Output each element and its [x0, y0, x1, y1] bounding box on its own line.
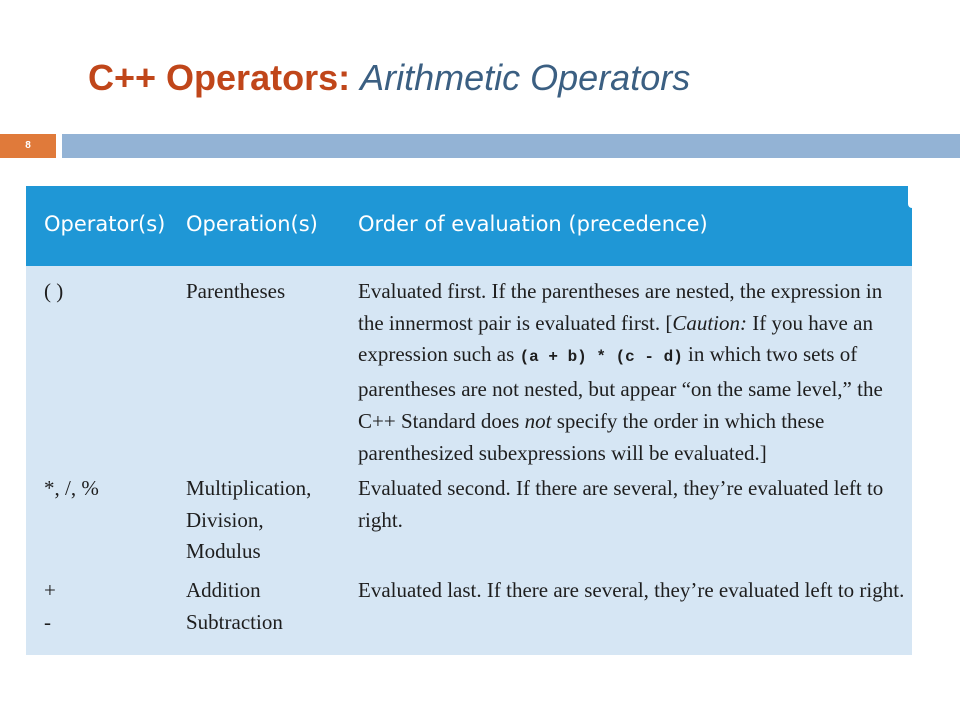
cell-operators: [44, 575, 174, 638]
operators-table: [26, 186, 912, 655]
order-text: specify the order in which these parenthesized subexpressions will be evaluated.]: [358, 408, 825, 465]
header-bar: [62, 134, 960, 158]
cell-operation: [186, 473, 351, 568]
slide-number: 8: [0, 134, 56, 158]
cell-order: Evaluated second. If there are several, they’re evaluated left to right.: [358, 476, 884, 532]
table-row-parentheses: [26, 276, 912, 466]
not-emphasis: not: [524, 408, 552, 433]
title-bold: C++ Operators:: [88, 57, 351, 98]
header-corner-notch: [908, 186, 912, 208]
title-subtitle: Arithmetic Operators: [360, 57, 691, 98]
operation-line: Modulus: [186, 539, 261, 564]
cell-operators: ( ): [44, 279, 64, 303]
order-text: Evaluated first. If the parentheses are nested, the expression in the innermost pair is evaluated first. [: [358, 279, 883, 335]
operation-line: Multiplication,: [186, 476, 312, 500]
operator-line: -: [44, 609, 51, 634]
order-text: in which two sets of parentheses are not nested, but appear “on the same level,” the C++ Standard does: [358, 342, 883, 433]
slide-title: [88, 54, 690, 102]
code-expression: (a + b) * (c - d): [519, 348, 683, 367]
operation-line: Division,: [186, 507, 264, 532]
operator-line: +: [44, 578, 56, 602]
caution-label: Caution:: [672, 310, 747, 335]
operation-line: Addition: [186, 578, 261, 602]
cell-order: [358, 276, 910, 469]
table-row-multiplicative: [26, 473, 912, 568]
table-row-additive: [26, 575, 912, 639]
operation-line: Subtraction: [186, 609, 283, 634]
header-order: Order of evaluation (precedence): [358, 212, 708, 236]
cell-operators: *, /, %: [44, 476, 99, 500]
cell-order: Evaluated last. If there are several, they’re evaluated left to right.: [358, 578, 905, 602]
header-operations: Operation(s): [186, 212, 318, 236]
cell-operation: Parentheses: [186, 279, 286, 303]
table-header-row: [26, 186, 912, 266]
cell-operation: [186, 575, 351, 638]
header-operators: Operator(s): [44, 212, 166, 236]
order-text: If you have an expression such as: [358, 310, 873, 367]
